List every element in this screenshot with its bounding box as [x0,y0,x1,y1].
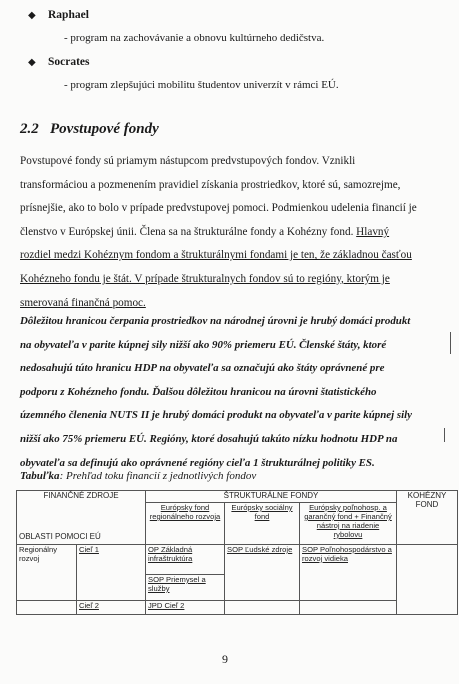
paragraph-line: nedosahujú túto hranicu HDP na obyvateľa sa označujú ako štáty oprávnené pre [20,362,385,375]
caption-text: : Prehľad toku financií z jednotlivých fondov [59,470,257,482]
program-cell: SOP Priemysel a služby [146,575,225,601]
fund-name: Európsky fond regionálneho rozvoja [146,503,225,545]
region-cell: Regionálny rozvoj [17,545,77,601]
paragraph-line: transformáciou a pozmenením pravidiel získania prostriedkov, ktoré sú, samozrejme, [20,178,401,191]
paragraph-line: na obyvateľa v parite kúpnej sily nižší ako 90% priemeru EÚ. Členské štáty, ktoré [20,338,387,351]
paragraph-1 [20,150,432,315]
underlined-line: smerovaná finančná pomoc. [20,296,146,309]
program-cell [225,601,300,615]
goal-cell: Cieľ 2 [77,601,146,615]
paragraph-2 [20,310,438,475]
section-title: Povstupové fondy [50,121,159,137]
bullet-diamond-icon: ◆ [28,57,36,68]
header-oblasti: OBLASTI POMOCI EÚ [17,503,146,545]
header-strukturalne: ŠTRUKTURÁLNE FONDY [146,491,397,503]
header-kohezny: KOHÉZNY FOND [397,491,458,545]
page-number: 9 [222,652,228,666]
paragraph-line: územného členenia NUTS II je hrubý domáci produkt na obyvateľa v parite kúpnej sily [20,409,412,422]
bullet-desc: - program na zachovávanie a obnovu kultúrneho dedičstva. [64,32,325,44]
header-financne: FINANČNÉ ZDROJE [17,491,146,503]
paragraph-line [20,221,432,245]
funds-table [16,490,458,615]
caption-label: Tabuľka [20,470,60,482]
paragraph-line: nižší ako 75% priemeru EÚ. Regióny, ktoré dosahujú takúto nízku hodnotu HDP na [20,432,398,445]
program-cell [300,601,397,615]
program-cell: SOP Poľnohospodárstvo a rozvoj vidieka [300,545,397,601]
program-cell: SOP Ľudské zdroje [225,545,300,601]
underlined-text: Hlavný [356,225,390,238]
bullet-title: Raphael [48,9,89,21]
kohezny-cell [397,545,458,615]
goal-cell: Cieľ 1 [77,545,146,601]
program-cell: JPD Cieľ 2 [146,601,225,615]
margin-mark [444,428,445,442]
bullet-desc: - program zlepšujúci mobilitu študentov univerzít v rámci EÚ. [64,79,339,91]
bullet-diamond-icon: ◆ [28,10,36,21]
fund-name: Európsky sociálny fond [225,503,300,545]
underlined-line: Kohézneho fondu je štát. V prípade štrukturalnych fondov sú to regióny, ktorým je [20,272,390,285]
section-number: 2.2 [20,121,39,137]
paragraph-line: prísnejšie, ako to bolo v prípade predvstupovej pomoci. Podmienkou udelenia financií je [20,202,417,215]
table-caption [20,470,256,482]
paragraph-line: Povstupové fondy sú priamym nástupcom predvstupových fondov. Vznikli [20,155,356,167]
paragraph-line: podporu z Kohézneho fondu. Ďalšou dôležitou hranicou na úrovni štatistického [20,385,377,398]
margin-mark [450,332,451,354]
program-cell: OP Základná infraštruktúra [146,545,225,575]
region-cell [17,601,77,615]
bullet-title: Socrates [48,56,90,68]
paragraph-line: obyvateľa sa definujú ako oprávnené regióny cieľa 1 štrukturálnej politiky ES. [20,456,375,469]
section-heading [20,121,159,138]
paragraph-text: členstvo v Európskej únii. Člena sa na štrukturálne fondy a Kohézny fond. [20,225,357,238]
fund-name: Európsky poľnohosp. a garančný fond + Finančný nástroj na riadenie rybolovu [300,503,397,545]
underlined-line: rozdiel medzi Kohéznym fondom a štrukturálnymi fondami je ten, že základnou časťou [20,249,412,262]
paragraph-line: Dôležitou hranicou čerpania prostriedkov na národnej úrovni je hrubý domáci produkt [20,315,411,327]
